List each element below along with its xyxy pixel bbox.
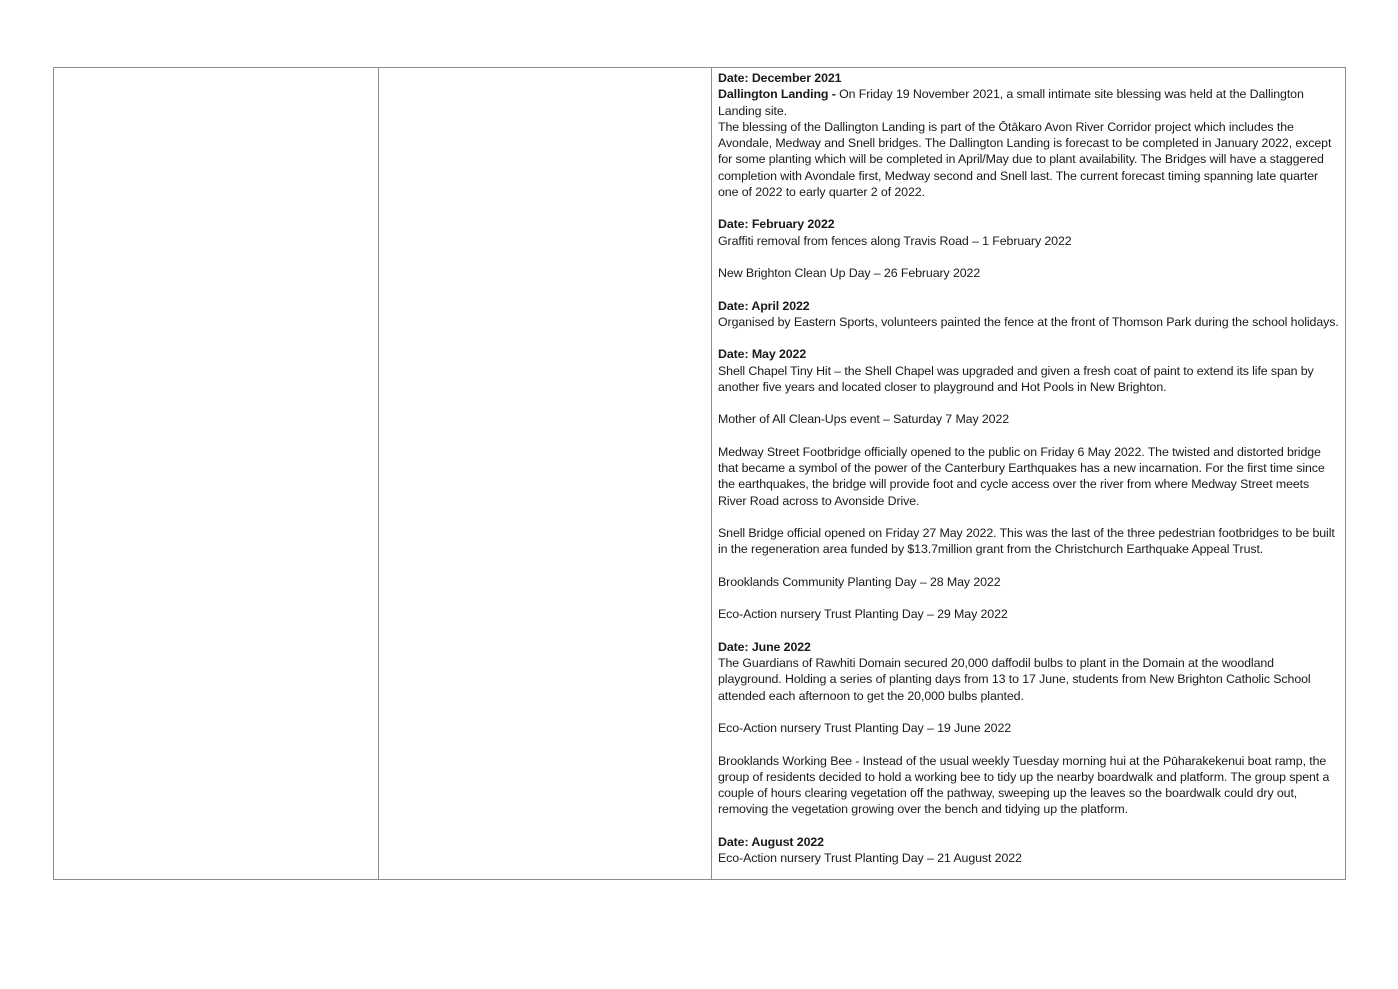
entry-paragraph: Snell Bridge official opened on Friday 27 May 2022. This was the last of the three pedestrian footbridges to be built in the regeneration area funded by $13.7million grant from the Christchurch Earthquake Appeal Trust.	[718, 526, 1335, 557]
entry-paragraph: Brooklands Working Bee - Instead of the usual weekly Tuesday morning hui at the Pūharakekenui boat ramp, the group of residents decided to hold a working bee to tidy up the nearby boardwalk and platform. The group spent a couple of hours clearing vegetation off the pathway, sweeping up the leaves so the boardwalk could dry out, removing the vegetation growing over the bench and tidying up the platform.	[718, 753, 1330, 817]
entry-june-2022	[718, 639, 1339, 704]
entry-paragraph: Brooklands Community Planting Day – 28 May 2022	[718, 574, 1001, 589]
table-cell-empty-1	[54, 68, 379, 879]
entry-paragraph: Eco-Action nursery Trust Planting Day – 29 May 2022	[718, 607, 1008, 622]
entry-paragraph: Medway Street Footbridge officially opened to the public on Friday 6 May 2022. The twisted and distorted bridge that became a symbol of the power of the Canterbury Earthquakes has a new incarnation. For the first time since the earthquakes, the bridge will provide foot and cycle access over the river from where Medway Street meets River Road across to Avonside Drive.	[718, 444, 1325, 508]
entry-text: On Friday 19 November 2021, a small intimate site blessing was held at the Dallington Landing site.	[718, 87, 1304, 118]
entry-eco-action-may	[718, 606, 1339, 622]
entry-date-heading: Date: February 2022	[718, 217, 835, 232]
entry-paragraph: Eco-Action nursery Trust Planting Day – 19 June 2022	[718, 721, 1012, 735]
entry-paragraph: Eco-Action nursery Trust Planting Day – 21 August 2022	[718, 851, 1022, 865]
entry-paragraph: Mother of All Clean-Ups event – Saturday 7 May 2022	[718, 412, 1010, 427]
entry-brooklands-working-bee	[718, 753, 1339, 818]
entry-date-heading: Date: August 2022	[718, 834, 824, 849]
entry-mother-of-all-clean-ups	[718, 411, 1339, 427]
table-cell-empty-2	[379, 68, 712, 879]
entry-paragraph: Shell Chapel Tiny Hit – the Shell Chapel was upgraded and given a fresh coat of paint to extend its life span by another five years and located closer to playground and Hot Pools in New Brighton.	[718, 363, 1314, 394]
entry-paragraph: New Brighton Clean Up Day – 26 February 2022	[718, 266, 981, 280]
table-cell-activities	[712, 68, 1345, 879]
entry-lead: Dallington Landing -	[718, 87, 836, 102]
entry-date-heading: Date: June 2022	[718, 639, 811, 654]
entry-april-2022	[718, 298, 1339, 331]
entry-medway-footbridge	[718, 444, 1339, 509]
entry-december-2021	[718, 70, 1339, 200]
entry-paragraph: The blessing of the Dallington Landing is part of the Ōtākaro Avon River Corridor project which includes the Avondale, Medway and Snell bridges. The Dallington Landing is forecast to be completed in January 2022, except for some planting which will be completed in April/May due to plant availability. The Bridges will have a staggered completion with Avondale first, Medway second and Snell last. The current forecast timing spanning late quarter one of 2022 to early quarter 2 of 2022.	[718, 119, 1332, 199]
entry-paragraph: The Guardians of Rawhiti Domain secured 20,000 daffodil bulbs to plant in the Domain at the woodland playground. Holding a series of planting days from 13 to 17 June, students from New Brighton Catholic School attended each afternoon to get the 20,000 bulbs planted.	[718, 656, 1311, 703]
entry-august-2022	[718, 834, 1339, 867]
entry-brooklands-planting	[718, 574, 1339, 590]
entry-snell-bridge	[718, 525, 1339, 558]
entry-new-brighton-clean-up	[718, 265, 1339, 281]
entry-paragraph	[718, 86, 1339, 119]
entry-may-2022	[718, 346, 1339, 395]
entry-date-heading: Date: December 2021	[718, 71, 842, 85]
entry-paragraph: Organised by Eastern Sports, volunteers painted the fence at the front of Thomson Park during the school holidays.	[718, 314, 1339, 329]
entry-date-heading: Date: May 2022	[718, 347, 807, 362]
entry-february-2022	[718, 216, 1339, 249]
entry-eco-action-june	[718, 720, 1339, 736]
entry-date-heading: Date: April 2022	[718, 298, 810, 313]
entry-paragraph: Graffiti removal from fences along Travis Road – 1 February 2022	[718, 233, 1072, 248]
activity-table	[53, 67, 1346, 880]
